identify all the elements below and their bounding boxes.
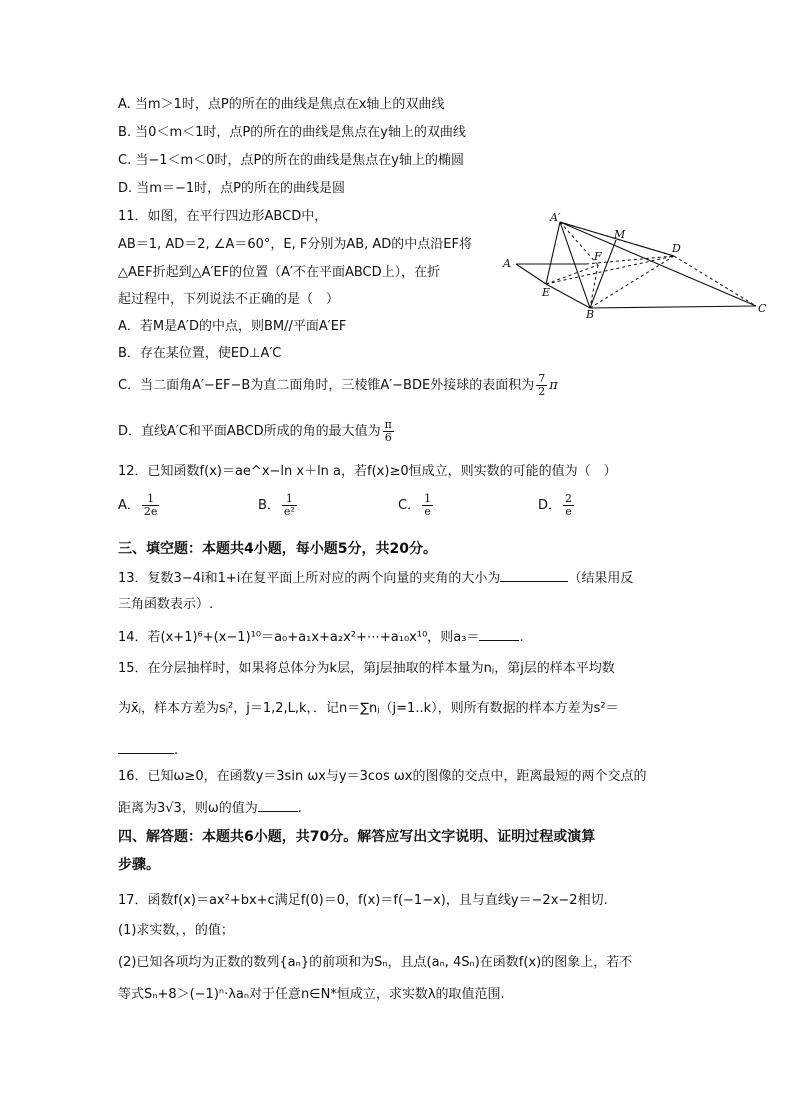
fraction-numerator: 1 bbox=[142, 493, 160, 506]
fraction-numerator: 2 bbox=[565, 492, 573, 505]
pi-symbol: π bbox=[549, 378, 558, 393]
edge-d-c-dashed bbox=[674, 256, 756, 306]
q10-option-b: B. 当0＜m＜1时，点P的所在的曲线是焦点在y轴上的双曲线 bbox=[118, 125, 466, 140]
q12-option-d bbox=[538, 493, 576, 518]
q17-part2-line1: (2)已知各项均为正数的数列{aₙ}的前项和为Sₙ，且点(aₙ, 4Sₙ)在函数f(x)的图象上，若不 bbox=[118, 955, 633, 970]
answer-blank bbox=[118, 740, 174, 754]
edge-e-f-dashed bbox=[546, 265, 598, 284]
folded-parallelogram-figure bbox=[498, 208, 770, 318]
fraction bbox=[422, 493, 433, 518]
label-m: M bbox=[614, 228, 626, 241]
q13-text: 13．复数3−4i和1+i在复平面上所对应的两个向量的夹角的大小为 bbox=[118, 571, 501, 586]
edge-aprime-e bbox=[546, 222, 560, 284]
q17-part2-line2: 等式Sₙ+8＞(−1)ⁿ·λaₙ对于任意n∈N*恒成立，求实数λ的取值范围. bbox=[118, 987, 505, 1002]
q15-tail: . bbox=[174, 743, 179, 758]
q13-tail: （结果用反 bbox=[568, 571, 634, 586]
fraction-denominator: e bbox=[424, 505, 431, 518]
q12-option-c bbox=[398, 493, 435, 518]
fraction-denominator: e² bbox=[283, 505, 295, 518]
edge-e-d-dashed bbox=[546, 256, 674, 284]
answer-blank bbox=[479, 627, 519, 641]
q14-tail: . bbox=[519, 630, 524, 645]
fraction-numerator: π bbox=[384, 418, 392, 431]
section-4-heading-line2: 步骤。 bbox=[118, 857, 160, 873]
fraction bbox=[563, 493, 574, 518]
q16-text: 距离为3√3，则ω的值为 bbox=[118, 801, 258, 816]
q11-option-c bbox=[118, 372, 558, 400]
label-a: A bbox=[503, 257, 511, 270]
q15-line3 bbox=[118, 740, 178, 760]
q15-line1: 15．在分层抽样时，如果将总体分为k层，第j层抽取的样本量为nⱼ，第j层的样本平均数 bbox=[118, 661, 615, 676]
q11-option-c-text: C．当二面角A′−EF−B为直二面角时，三棱锥A′−BDE外接球的表面积为 bbox=[118, 378, 535, 393]
edge-f-b-dashed bbox=[590, 265, 598, 308]
q10-option-d: D. 当m＝−1时，点P的所在的曲线是圆 bbox=[118, 181, 345, 196]
fraction-numerator: 7 bbox=[538, 372, 546, 385]
q17-part1: (1)求实数，，的值； bbox=[118, 923, 234, 938]
q15-line2: 为x̄ⱼ，样本方差为sⱼ²，j＝1,2,L,k，．记n＝∑nⱼ（j=1..k），则所有数据的样本方差为s²＝ bbox=[118, 701, 619, 716]
edge-aprime-b bbox=[560, 222, 590, 308]
fraction bbox=[282, 493, 297, 518]
q13-line2: 三角函数表示）. bbox=[118, 597, 214, 612]
option-label: C． bbox=[398, 498, 421, 513]
option-label: B． bbox=[258, 498, 280, 513]
q16-line1: 16．已知ω≥0，在函数y＝3sin ωx与y＝3cos ωx的图像的交点中，距离最短的两个交点的 bbox=[118, 769, 647, 784]
q13-line1 bbox=[118, 568, 633, 588]
q11-stem-line1: 11．如图，在平行四边形ABCD中， bbox=[118, 209, 328, 224]
fraction-denominator: 2 bbox=[538, 385, 546, 398]
edge-b-d-dashed bbox=[590, 256, 674, 308]
q11-stem-line2: AB＝1, AD＝2, ∠A＝60°，E, F分别为AB, AD的中点沿EF将 bbox=[118, 237, 473, 252]
q11-stem-line3: △AEF折起到△A′EF的位置（A′不在平面ABCD上），在折 bbox=[118, 265, 441, 280]
option-label: D． bbox=[538, 498, 562, 513]
q11-option-d bbox=[118, 418, 396, 446]
q12-option-b bbox=[258, 493, 299, 518]
q10-option-a: A. 当m＞1时，点P的所在的曲线是焦点在x轴上的双曲线 bbox=[118, 97, 445, 112]
fraction-denominator: e bbox=[565, 505, 572, 518]
answer-blank bbox=[258, 798, 298, 812]
edge-aprime-f-dashed bbox=[560, 222, 598, 265]
q11-option-b: B．存在某位置，使ED⊥A′C bbox=[118, 346, 282, 361]
q12-stem: 12．已知函数f(x)＝ae^x−ln x＋ln a，若f(x)≥0恒成立，则实数的可能的值为（ ） bbox=[118, 464, 617, 479]
answer-blank bbox=[500, 568, 568, 582]
fraction-pi-over-6 bbox=[383, 419, 394, 444]
label-c: C bbox=[758, 302, 767, 315]
q14-text: 14．若(x+1)⁶+(x−1)¹⁰＝a₀+a₁x+a₂x²+⋯+a₁₀x¹⁰，则a₃＝ bbox=[118, 630, 480, 645]
section-3-heading: 三、填空题：本题共4小题，每小题5分，共20分。 bbox=[118, 541, 437, 557]
q10-option-c: C. 当−1＜m＜0时，点P的所在的曲线是焦点在y轴上的椭圆 bbox=[118, 153, 464, 168]
edge-b-c bbox=[590, 306, 756, 308]
q17-stem: 17．函数f(x)＝ax²+bx+c满足f(0)＝0，f(x)＝f(−1−x)，且与直线y＝−2x−2相切. bbox=[118, 893, 608, 908]
label-d: D bbox=[672, 242, 681, 255]
edge-aprime-c bbox=[560, 222, 756, 306]
q12-option-a bbox=[118, 493, 161, 518]
label-e: E bbox=[542, 286, 551, 299]
q16-tail: . bbox=[297, 801, 302, 816]
option-label: A． bbox=[118, 498, 140, 513]
fraction-numerator: 1 bbox=[282, 493, 297, 506]
q11-option-d-text: D．直线A′C和平面ABCD所成的角的最大值为 bbox=[118, 424, 381, 439]
q11-option-a: A．若M是A′D的中点，则BM//平面A′EF bbox=[118, 319, 347, 334]
fraction-denominator: 6 bbox=[384, 431, 392, 444]
label-b: B bbox=[586, 308, 595, 318]
q14-line bbox=[118, 627, 524, 647]
section-4-heading-line1: 四、解答题：本题共6小题，共70分。解答应写出文字说明、证明过程或演算 bbox=[118, 829, 596, 845]
fraction bbox=[142, 493, 160, 518]
q11-stem-line4: 起过程中，下列说法不正确的是（ ） bbox=[118, 292, 340, 307]
fraction-numerator: 1 bbox=[424, 492, 432, 505]
fraction-denominator: 2e bbox=[143, 505, 158, 518]
label-f: F bbox=[594, 250, 602, 263]
fraction-7-over-2 bbox=[536, 373, 547, 398]
label-a-prime: A′ bbox=[550, 211, 561, 224]
edge-a-e bbox=[516, 264, 546, 284]
q16-line2 bbox=[118, 798, 302, 818]
